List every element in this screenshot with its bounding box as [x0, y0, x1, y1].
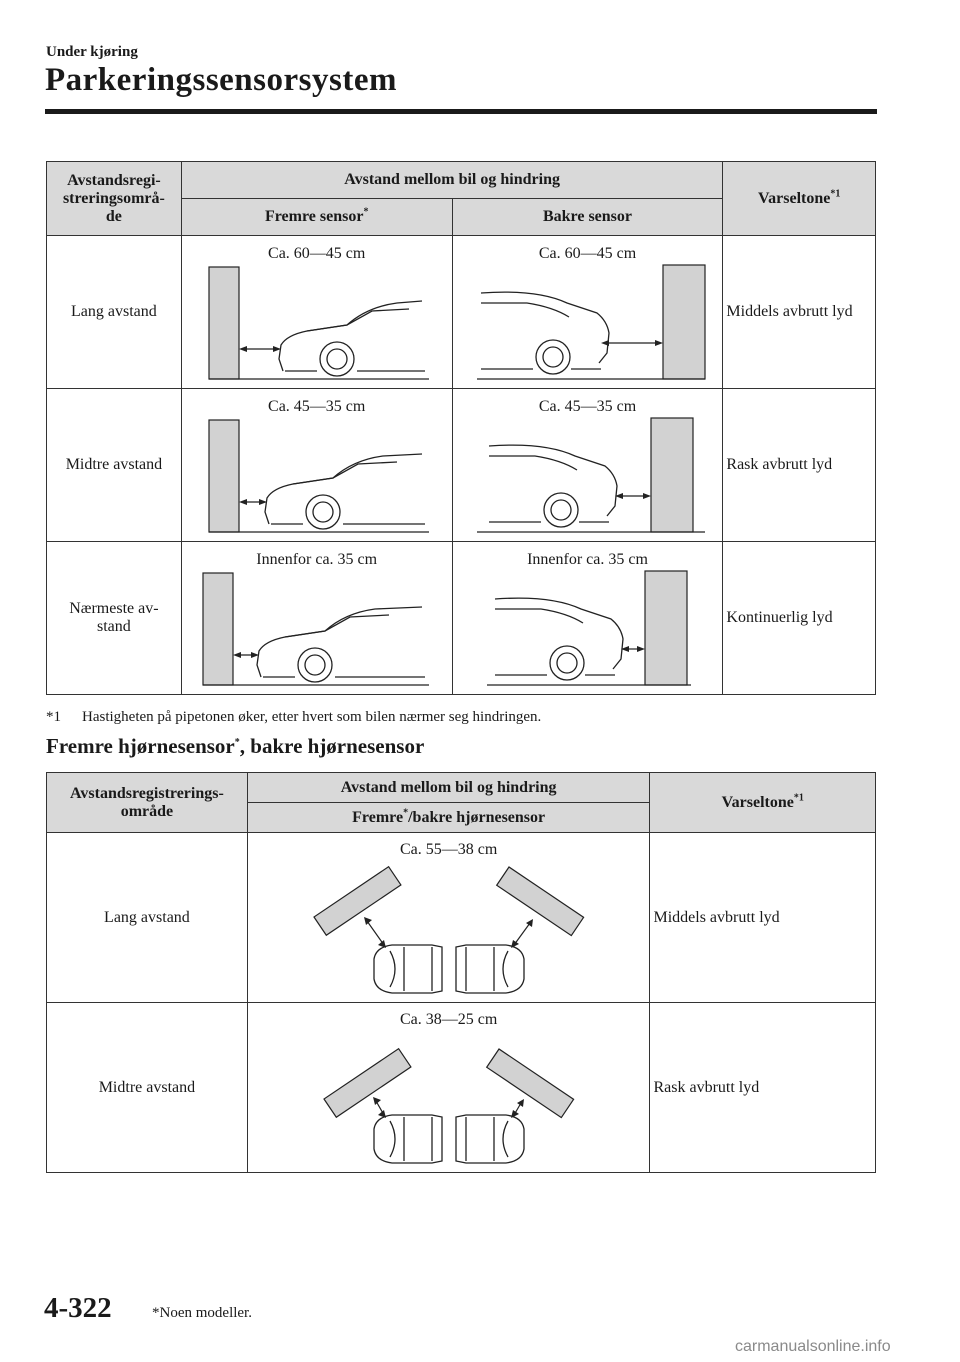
front-car-illustration: [197, 416, 437, 536]
header-tone: Varseltone$^{*1}$: [723, 162, 876, 236]
header-area: Avstandsregi- streringsområ- de: [47, 162, 182, 236]
page-title: Parkeringssensorsystem: [45, 62, 397, 98]
distance-label: Ca. 45—35 cm: [538, 398, 637, 415]
header-area: Avstandsregistrerings- område: [47, 773, 248, 833]
corner-sensor-table: [46, 772, 876, 1173]
table-row: [47, 833, 876, 1003]
rear-figure-cell: [452, 542, 723, 695]
title-rule: [45, 109, 877, 114]
front-figure-cell: [181, 542, 452, 695]
tone-cell: Middels avbrutt lyd: [723, 236, 876, 389]
header-tone: Varseltone$^{*1}$: [650, 773, 876, 833]
area-cell: Nærmeste av- stand: [47, 542, 182, 695]
distance-label: Ca. 38—25 cm: [399, 1010, 498, 1028]
table-row: [47, 389, 876, 542]
page-number: 4-322: [44, 1292, 112, 1324]
distance-label: Innenfor ca. 35 cm: [256, 551, 378, 568]
header-rear-sensor: Bakre sensor: [452, 199, 723, 236]
area-cell: Lang avstand: [47, 833, 248, 1003]
distance-label: Innenfor ca. 35 cm: [527, 551, 648, 568]
header-front-sensor: Fremre sensor*: [181, 199, 452, 236]
area-cell: Lang avstand: [47, 236, 182, 389]
distance-table: [46, 161, 876, 695]
table-row: [47, 542, 876, 695]
tone-cell: Kontinuerlig lyd: [723, 542, 876, 695]
rear-car-illustration: [467, 263, 707, 383]
header-distance: Avstand mellom bil og hindring: [181, 162, 723, 199]
rear-figure-cell: [452, 389, 723, 542]
tone-cell: Rask avbrutt lyd: [723, 389, 876, 542]
area-cell: Midtre avstand: [47, 389, 182, 542]
rear-figure-cell: [452, 236, 723, 389]
front-figure-cell: [181, 236, 452, 389]
table-row: [47, 1003, 876, 1173]
header-distance: Avstand mellom bil og hindring: [247, 773, 650, 803]
corner-figure-cell: [247, 833, 650, 1003]
subsection-title: Fremre hjørnesensor*, bakre hjørnesensor: [46, 734, 425, 758]
front-figure-cell: [181, 389, 452, 542]
header-corner-sensor: Fremre*/bakre hjørnesensor: [247, 803, 650, 833]
distance-label: Ca. 60—45 cm: [268, 245, 366, 262]
section-label: Under kjøring: [46, 44, 138, 60]
tone-cell: Middels avbrutt lyd: [650, 833, 876, 1003]
footer-note: *Noen modeller.: [152, 1305, 252, 1321]
table-row: [47, 236, 876, 389]
rear-car-illustration: [467, 416, 707, 536]
rear-car-illustration: [467, 569, 707, 689]
watermark: carmanualsonline.info: [735, 1338, 891, 1355]
distance-label: Ca. 55—38 cm: [399, 840, 498, 858]
distance-label: Ca. 45—35 cm: [268, 398, 366, 415]
corner-sensor-illustration: [304, 859, 594, 999]
area-cell: Midtre avstand: [47, 1003, 248, 1173]
corner-sensor-illustration: [304, 1029, 594, 1169]
front-car-illustration: [197, 263, 437, 383]
distance-label: Ca. 60—45 cm: [538, 245, 637, 262]
corner-figure-cell: [247, 1003, 650, 1173]
footnote: *1 Hastigheten på pipetonen øker, etter hvert som bilen nærmer seg hindringen.: [46, 709, 542, 725]
front-car-illustration: [197, 569, 437, 689]
tone-cell: Rask avbrutt lyd: [650, 1003, 876, 1173]
